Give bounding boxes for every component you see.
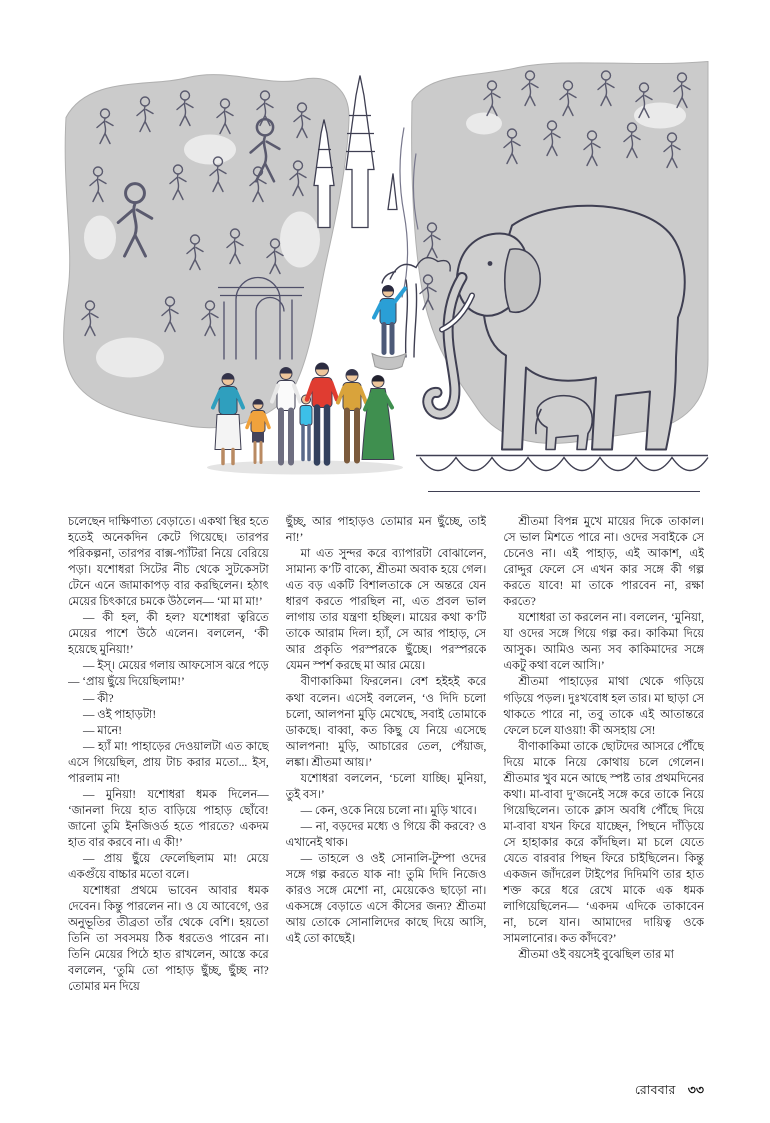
story-paragraph: — মুনিয়া! যশোধরা ধমক দিলেন— ‘জানলা দিয়ে হাত বাড়িয়ে পাহাড় ছোঁবে! জানো তুমি ইনজিওর্ড হতে পারতে? একদম হাত বার করবে না। এ কী!’ (68, 788, 269, 849)
tourist-figure (362, 376, 394, 460)
page-footer (635, 1082, 704, 1102)
story-paragraph: চলেছেন দাক্ষিণাত্য বেড়াতে। একথা স্থির হতে হতেই অনেকদিন কেটে গিয়েছে। তারপর পরিকল্পনা, তারপর বাক্স-প্যাঁটরা নিয়ে বেরিয়ে পড়া। যশোধরা সিটের নীচ থেকে সুটকেসটা টেনে এনে জামাকাপড় বার করছিলেন। হঠাৎ মেয়ের চিৎকারে চমকে উঠলেন— ‘মা মা মা!’ (68, 516, 269, 609)
story-paragraph: — হ্যাঁ মা! পাহাড়ের দেওয়ালটা এত কাছে এসে গিয়েছিল, প্রায় টাচ করার মতো... ইস, পারলাম না! (68, 740, 269, 785)
tourist-figure (338, 370, 366, 461)
story-paragraph: যশোধরা তা করলেন না। বললেন, ‘মুনিয়া, যা ওদের সঙ্গে গিয়ে গল্প কর। কাকিমা দিয়ে আসুক। আমিও অন্য সব কাকিমাদের সঙ্গে একটু কথা বলে আসি।’ (503, 612, 705, 673)
lotus-base-drawing (416, 456, 708, 492)
page-number: ৩৩ (687, 1083, 704, 1097)
tourist-figure (300, 395, 312, 460)
story-paragraph: — কী? (83, 692, 114, 705)
story-text (68, 514, 704, 1078)
story-paragraph: ছুঁচ্ছ, আর পাহাড়ও তোমার মন ছুঁচ্ছে, তাই না!’ (285, 516, 487, 545)
story-paragraph: — মানে! (83, 724, 123, 737)
story-paragraph: শ্রীতমা বিপন্ন মুখে মায়ের দিকে তাকাল। সে ভাল মিশতে পারে না। ওদের সবাইকে সে চেনেও না। এই পাহাড়, এই আকাশ, এই রোদ্দুর ফেলে সে এখন কার সঙ্গে কী গল্প করতে যাবে! মা তাকে পারবেন না, রক্ষা করতে? (503, 516, 705, 609)
story-paragraph: যশোধরা বললেন, ‘চলো যাচ্ছি। মুনিয়া, তুই বস।’ (285, 772, 487, 801)
story-paragraph: — কেন, ওকে নিয়ে চলো না। মুড়ি খাবে। (300, 804, 477, 817)
story-paragraph: — কী হল, কী হল? যশোধরা ত্বরিতে মেয়ের পাশে উঠে এলেন। বললেন, ‘কী হয়েছে মুনিয়া!’ (68, 612, 269, 657)
story-paragraph: বীণাকাকিমা তাকে ছোটদের আসরে পৌঁছে দিয়ে মাকে নিয়ে কোথায় চলে গেলেন। শ্রীতমার খুব মনে আছে স্পষ্ট তার প্রথমদিনের কথা। মা-বাবা দু’জনেই সঙ্গে করে তাকে নিয়ে গিয়েছিলেন। তাকে ক্লাস অবধি পৌঁছে দিয়ে মা-বাবা যখন ফিরে যাচ্ছেন, পিছনে দাঁড়িয়ে সে হাহাকার করে কাঁদছিল। মা চলে যেতে যেতে বারবার পিছন ফিরে চাইছিলেন। কিন্তু একজন জাঁদরেল টাইপের দিদিমণি তার হাত শক্ত করে ধরে রেখে মাকে এক ধমক লাগিয়েছিলেন— ‘একদম এদিকে তাকাবেন না, চলে যান। আমাদের দায়িত্ব ওকে সামলানোর। কত কাঁদবে?’ (503, 740, 705, 946)
tourist-guide-figure (372, 285, 406, 370)
magazine-name: রোববার (634, 1083, 676, 1097)
story-paragraph: — তাহলে ও ওই সোনালি-টুম্পা ওদের সঙ্গে গল্প করতে যাক না! তুমি দিদি নিজেও কারও সঙ্গে মেশো না, মেয়েকেও ছাড়ো না। একসঙ্গে বেড়াতে এসে কীসের জন্য? শ্রীতমা আয় তোকে সোনালিদের কাছে দিয়ে আসি, এই তো কাছেই। (285, 852, 487, 946)
story-paragraph: শ্রীতমা পাহাড়ের মাথা থেকে গড়িয়ে গড়িয়ে পড়ল। দুঃখবোধ হল তার। মা ছাড়া সে থাকতে পারে না, তবু তাকে এই আতান্তরে ফেলে চলে যাওয়া! কী অসহায় সে! (503, 676, 705, 737)
story-paragraph: মা এত সুন্দর করে ব্যাপারটা বোঝালেন, সামান্য ক’টি বাক্যে, শ্রীতমা অবাক হয়ে গেল। এত বড় একটি বিশালতাকে সে অন্তরে যেন ধারণ করতে পারছিল না, এত প্রবল ভাল লাগায় তার যন্ত্রণা হচ্ছিল। মায়ের কথা ক’টি তাকে আরাম দিল। হ্যাঁ, সে আর পাহাড়, সে আর প্রকৃতি পরস্পরকে ছুঁচ্ছে। পরস্পরকে যেমন স্পর্শ করছে মা আর মেয়ে। (285, 548, 487, 673)
story-paragraph: — প্রায় ছুঁয়ে ফেলেছিলাম মা! মেয়ে একগুঁয়ে বাচ্চার মতো বলে। (68, 852, 269, 882)
text-column-3 (503, 514, 704, 1078)
story-paragraph: শ্রীতমা ওই বয়সেই বুঝেছিল তার মা (518, 949, 674, 962)
rock-relief-drawing (60, 55, 710, 505)
story-paragraph: বীণাকাকিমা ফিরলেন। বেশ হইহই করে কথা বলেন। এসেই বললেন, ‘ও দিদি চলো চলো, আলপনা মুড়ি মেখেছে, সবাই তোমাকে ডাকছে। বাব্বা, কত কিছু যে নিয়ে এসেছে আলপনা! মুড়ি, আচারের তেল, পেঁয়াজ, লঙ্কা। শ্রীতমা আয়।’ (285, 676, 487, 769)
story-paragraph: যশোধরা প্রথমে ভাবেন আবার ধমক দেবেন। কিন্তু পারলেন না। ও যে আবেগে, ওর অনুভূতির তীব্রতা তাঁর থেকে বেশি। হয়তো তিনি তা সবসময় ঠিক ধরতেও পারেন না। তিনি মেয়ের পিঠে হাত রাখলেন, আস্তে করে বললেন, ‘তুমি তো পাহাড় ছুঁচ্ছ, ছুঁচ্ছ না? তোমার মন দিয়ে (68, 885, 269, 994)
story-illustration (60, 55, 710, 505)
story-paragraph: — ইস্‌। মেয়ের গলায় আফসোস ঝরে পড়ে— ‘প্রায় ছুঁয়ে দিয়েছিলাম!’ (68, 660, 269, 689)
text-column-2 (286, 514, 487, 1078)
text-column-1 (68, 514, 269, 1078)
story-paragraph: — না, বড়দের মধ্যে ও গিয়ে কী করবে? ও এখানেই থাক। (285, 820, 487, 849)
story-paragraph: — ওই পাহাড়টা! (83, 708, 157, 721)
